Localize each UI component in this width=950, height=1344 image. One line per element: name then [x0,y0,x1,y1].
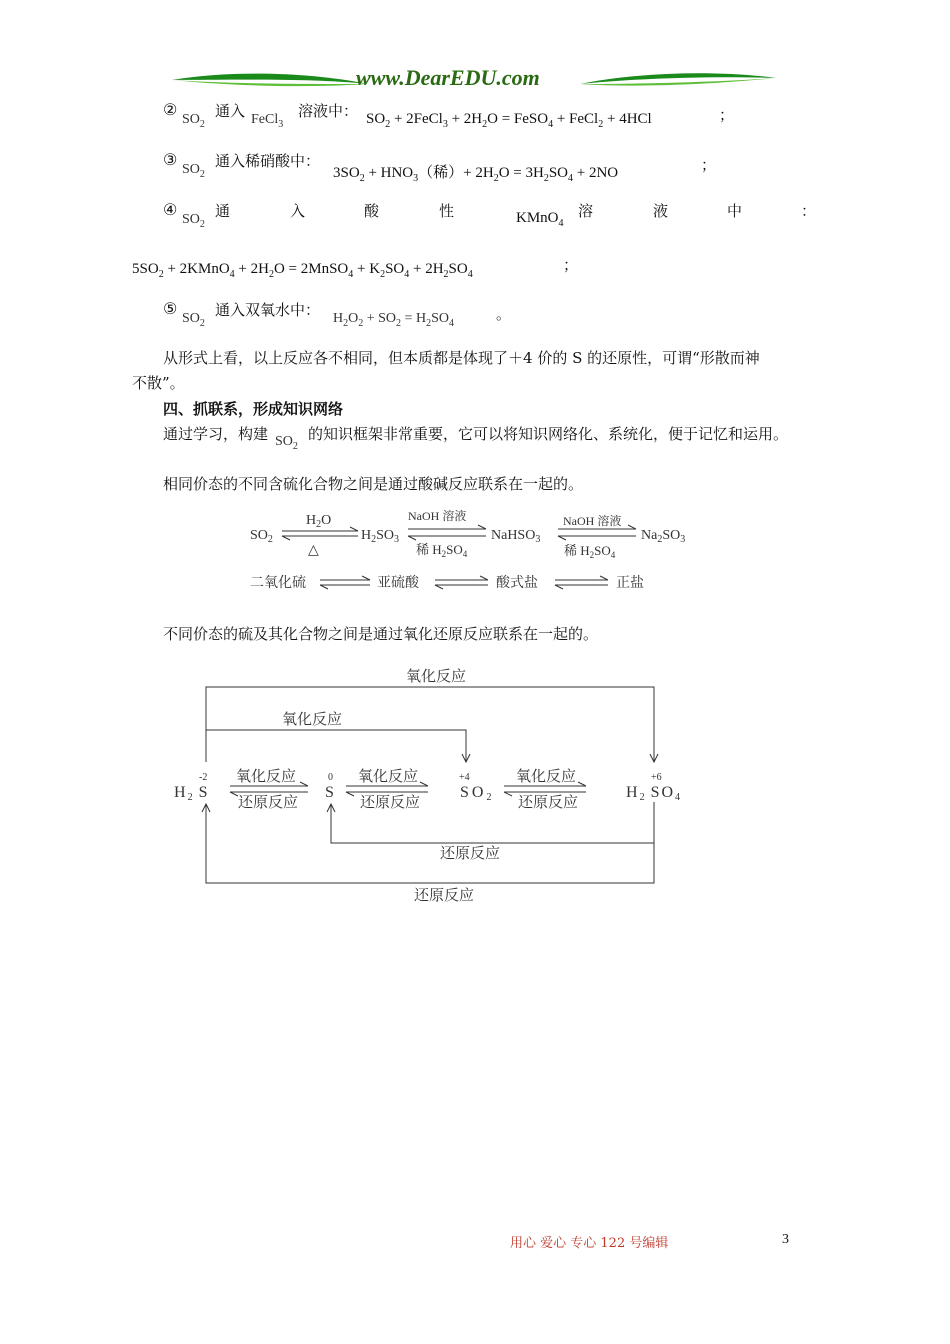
species-h2so4: H 2 SO4 [626,784,681,803]
redox-diagram [170,662,710,912]
name-arrow-3 [555,576,608,589]
so2-formula: $SO_2$ [275,434,298,452]
intro-text-a: 通过学习，构建 [163,425,269,443]
equation: $SO_2$ + 2FeCl$_3$ + $2H_2O$ = FeSO$_4$ + FeCl$_2$ + 4HCl [366,111,652,130]
equation: $5SO_2$ + 2KMnO$_4$ + $2H_2O$ = 2MnSO$_4$ + $K_2SO_4 + 2H_2SO_4$ [132,261,473,280]
label-reduction-outer: 还原反应 [414,888,475,904]
equation-end: 。 [496,305,512,323]
so2-formula: $SO_2$ [182,212,205,230]
header-swoosh-left [170,66,370,96]
spread-char: 通 [215,202,231,220]
species-nahso3: NaHSO$_3$ [491,528,541,545]
species-na2so3: $Na_2SO_3$ [641,528,686,545]
label-oxidation-3: 氧化反应 [516,769,577,785]
species-s: S [325,784,334,801]
spread-char: 入 [290,202,306,220]
label-oxidation-2: 氧化反应 [358,769,419,785]
spread-char: 中 [727,202,743,220]
label-reduction-1: 还原反应 [238,795,299,811]
valence-so2: +4 [459,772,470,783]
footer-tagline: 用心 爱心 专心 122 号编辑 [510,1236,669,1251]
spread-char: 性 [439,202,455,220]
equation: $3SO_2 + HNO_3$（稀）+ $2H_2O = 3H_2SO_4 + 2NO$ [333,165,619,184]
verb-text: 通入稀硝酸中： [215,152,321,170]
summary-line-2: 不散”。 [132,374,185,392]
site-logo-text: www.DearEDU.com [356,65,540,90]
item-number: ④ [163,200,178,219]
so2-formula: $SO_2$ [182,112,205,130]
item-number: ③ [163,150,178,169]
verb-text: 通入 [215,102,246,120]
name-arrow-1 [320,576,370,589]
valence-h2so4: +6 [651,772,662,783]
name-normal-salt: 正盐 [616,576,644,591]
acid-base-diagram [240,505,700,595]
name-sulfur-dioxide: 二氧化硫 [250,576,306,591]
arrow3-top-label: NaOH 溶液 [563,514,622,528]
equation-end: ； [701,156,717,174]
equation-end: ； [719,106,735,124]
name-arrow-2 [435,576,488,589]
label-oxidation-outer: 氧化反应 [406,669,467,685]
species-so2: SO2 [460,784,495,803]
page-number: 3 [782,1232,789,1247]
summary-line-1: 从形式上看，以上反应各不相同，但本质都是体现了＋4 价的 S 的还原性，可谓“形散而神 [163,349,760,367]
equilibrium-arrow-2 [408,525,486,540]
kmno4-formula: KMnO$_4$ [516,210,564,229]
name-sulfurous-acid: 亚硫酸 [377,576,419,591]
arrow2-top-label: NaOH 溶液 [408,509,467,523]
redox-paragraph: 不同价态的硫及其化合物之间是通过氧化还原反应联系在一起的。 [163,625,599,643]
oxidation-path-inner [206,730,466,762]
arrow1-top-label: $H_2O$ [306,513,332,530]
spread-char: 酸 [364,202,380,220]
arrow3-bottom-label: 稀 $H_2SO_4$ [564,543,616,560]
page-header [160,62,780,96]
equation-end: ； [563,256,579,274]
equation: $H_2O_2 + SO_2 = H_2SO_4$ [333,311,454,329]
intro-text-b: 的知识框架非常重要，它可以将知识网络化、系统化，便于记忆和运用。 [308,425,789,443]
acid-base-paragraph: 相同价态的不同含硫化合物之间是通过酸碱反应联系在一起的。 [163,475,584,493]
oxidation-path-outer [206,687,654,762]
valence-h2s: -2 [199,772,208,783]
verb-text: 通入双氧水中： [215,301,321,319]
valence-s: 0 [328,772,333,783]
so2-formula: $SO_2$ [182,162,205,180]
label-reduction-inner: 还原反应 [440,846,501,862]
header-swoosh-right [578,66,778,96]
arrow1-bottom-label: △ [308,543,319,558]
label-oxidation-inner: 氧化反应 [282,712,343,728]
item-number: ② [163,100,178,119]
species-h2s: H 2 S [174,784,208,803]
species-so2: $SO_2$ [250,528,273,545]
fecl3-formula: FeCl$_3$ [251,112,284,130]
spread-char: ： [801,202,817,220]
so2-formula: $SO_2$ [182,311,205,329]
label-reduction-3: 还原反应 [518,795,579,811]
spread-char: 液 [653,202,669,220]
label-oxidation-1: 氧化反应 [236,769,297,785]
arrow2-bottom-label: 稀 $H_2SO_4$ [416,542,468,559]
item-number: ⑤ [163,299,178,318]
tail-text: 溶液中： [298,102,359,120]
section-heading: 四、抓联系，形成知识网络 [163,400,344,418]
species-h2so3: $H_2SO_3$ [361,528,400,545]
label-reduction-2: 还原反应 [360,795,421,811]
spread-char: 溶 [578,202,594,220]
name-acid-salt: 酸式盐 [496,576,538,591]
